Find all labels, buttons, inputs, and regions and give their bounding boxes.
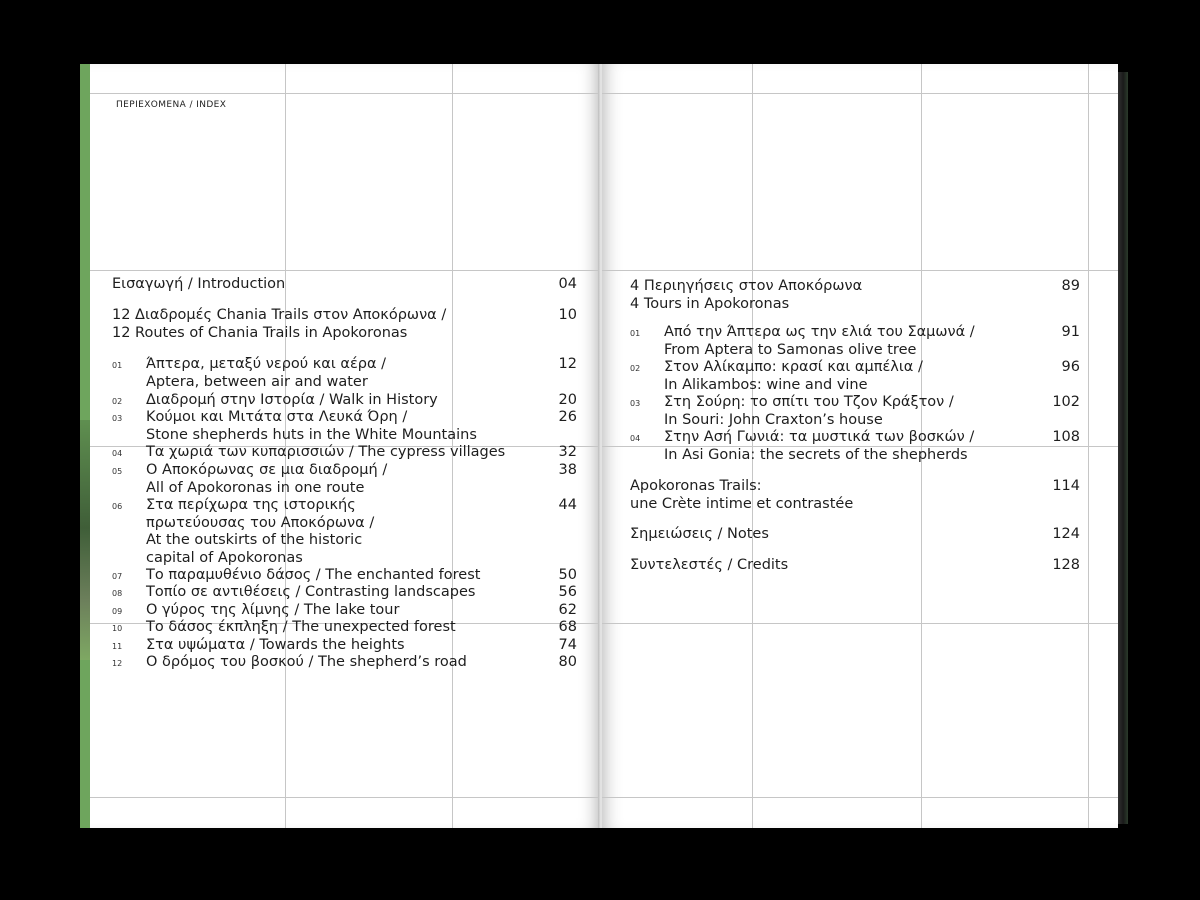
grid-line bbox=[90, 93, 600, 94]
toc-entry-line: Stone shepherds huts in the White Mountains bbox=[146, 426, 477, 443]
toc-page-number: 12 bbox=[558, 356, 577, 372]
toc-entry-number: 04 bbox=[112, 449, 123, 458]
toc-entry-number: 01 bbox=[112, 361, 123, 370]
toc-page-number: 91 bbox=[1061, 324, 1080, 340]
toc-entry-number: 04 bbox=[630, 434, 641, 443]
toc-entry-title bbox=[664, 324, 975, 359]
toc-entry-number: 03 bbox=[630, 399, 641, 408]
toc-entry-number: 05 bbox=[112, 467, 123, 476]
toc-entry-number: 08 bbox=[112, 589, 123, 598]
toc-entry-line: 12 Διαδρομές Chania Trails στον Αποκόρωνα / bbox=[112, 307, 447, 323]
toc-entry-line: Aptera, between air and water bbox=[146, 373, 368, 390]
toc-entry-title bbox=[146, 409, 477, 444]
toc-entry-title bbox=[664, 394, 954, 429]
toc-entry-line: All of Apokoronas in one route bbox=[146, 479, 365, 496]
toc-entry-title bbox=[146, 392, 438, 410]
toc-page-number: 38 bbox=[558, 462, 577, 478]
toc-entry-title bbox=[146, 356, 386, 391]
toc-entry-line: Εισαγωγή / Introduction bbox=[112, 276, 286, 292]
toc-entry-line: Άπτερα, μεταξύ νερού και αέρα / bbox=[146, 356, 387, 372]
toc-entry-line: Διαδρομή στην Ιστορία / Walk in History bbox=[146, 392, 438, 408]
toc-entry-number: 02 bbox=[630, 364, 641, 373]
toc-entry-line: Στα περίχωρα της ιστορικής bbox=[146, 497, 356, 513]
toc-entry-line: From Aptera to Samonas olive tree bbox=[664, 341, 917, 358]
toc-entry-line: In Asi Gonia: the secrets of the shepherds bbox=[664, 446, 968, 463]
toc-entry-line: In Alikambos: wine and vine bbox=[664, 376, 868, 393]
toc-entry-line: Ο Αποκόρωνας σε μια διαδρομή / bbox=[146, 462, 388, 478]
grid-line bbox=[602, 797, 1118, 798]
toc-entry-line: Το παραμυθένιο δάσος / The enchanted forest bbox=[146, 567, 481, 583]
toc-page-number: 26 bbox=[558, 409, 577, 425]
toc-entry-line: Στα υψώματα / Towards the heights bbox=[146, 637, 405, 653]
right-page bbox=[602, 64, 1118, 828]
toc-entry-number: 10 bbox=[112, 624, 123, 633]
toc-page-number: 128 bbox=[1052, 557, 1080, 573]
toc-entry-title bbox=[146, 584, 475, 602]
toc-entry-line: Στον Αλίκαμπο: κρασί και αμπέλια / bbox=[664, 359, 923, 375]
toc-entry-line: In Souri: John Craxton’s house bbox=[664, 411, 883, 428]
toc-entry-line: 4 Περιηγήσεις στον Αποκόρωνα bbox=[630, 278, 863, 294]
toc-entry-title bbox=[630, 557, 788, 575]
toc-entry-line: Συντελεστές / Credits bbox=[630, 557, 789, 573]
toc-entry-line: Στη Σούρη: το σπίτι του Τζον Κράξτον / bbox=[664, 394, 954, 410]
toc-page-number: 89 bbox=[1061, 278, 1080, 294]
toc-entry-line: 12 Routes of Chania Trails in Apokoronas bbox=[112, 324, 408, 341]
toc-entry-line: Από την Άπτερα ως την ελιά του Σαμωνά / bbox=[664, 324, 975, 340]
toc-page-number: 124 bbox=[1052, 526, 1080, 542]
toc-entry-line: Τα χωριά των κυπαρισσιών / The cypress villages bbox=[146, 444, 506, 460]
toc-page-number: 20 bbox=[558, 392, 577, 408]
toc-entry-title bbox=[146, 567, 480, 585]
toc-entry-title bbox=[146, 462, 387, 497]
toc-entry-number: 06 bbox=[112, 502, 123, 511]
toc-page-number: 102 bbox=[1052, 394, 1080, 410]
grid-line bbox=[602, 270, 1118, 271]
toc-page-number: 62 bbox=[558, 602, 577, 618]
toc-page-number: 56 bbox=[558, 584, 577, 600]
toc-entry-number: 01 bbox=[630, 329, 641, 338]
toc-entry-line: Το δάσος έκπληξη / The unexpected forest bbox=[146, 619, 456, 635]
toc-entry-number: 09 bbox=[112, 607, 123, 616]
left-page bbox=[90, 64, 600, 828]
toc-page-number: 74 bbox=[558, 637, 577, 653]
cover-edge-photo bbox=[80, 420, 90, 660]
toc-page-number: 04 bbox=[558, 276, 577, 292]
toc-entry-number: 07 bbox=[112, 572, 123, 581]
running-head: ΠΕΡΙΕΧΟΜΕΝΑ / INDEX bbox=[116, 100, 227, 110]
grid-line bbox=[90, 270, 600, 271]
toc-page-number: 68 bbox=[558, 619, 577, 635]
grid-line bbox=[602, 93, 1118, 94]
toc-entry-title bbox=[146, 654, 467, 672]
toc-page-number: 108 bbox=[1052, 429, 1080, 445]
toc-entry-line: Στην Ασή Γωνιά: τα μυστικά των βοσκών / bbox=[664, 429, 975, 445]
grid-line bbox=[90, 797, 600, 798]
toc-page-number: 32 bbox=[558, 444, 577, 460]
toc-page-number: 10 bbox=[558, 307, 577, 323]
toc-entry-line: Κούμοι και Μιτάτα στα Λευκά Όρη / bbox=[146, 409, 408, 425]
toc-entry-title bbox=[146, 637, 405, 655]
toc-page-number: 80 bbox=[558, 654, 577, 670]
toc-entry-title bbox=[630, 526, 769, 544]
toc-entry-line: Apokoronas Trails: bbox=[630, 478, 762, 494]
toc-entry-line: Ο δρόμος του βοσκού / The shepherd’s road bbox=[146, 654, 467, 670]
toc-entry-line: Ο γύρος της λίμνης / The lake tour bbox=[146, 602, 400, 618]
toc-entry-line: 4 Tours in Apokoronas bbox=[630, 295, 790, 312]
toc-page-number: 50 bbox=[558, 567, 577, 583]
toc-entry-line: une Crète intime et contrastée bbox=[630, 495, 854, 512]
toc-entry-title bbox=[146, 497, 374, 567]
toc-entry-title bbox=[146, 602, 399, 620]
toc-entry-title bbox=[664, 429, 974, 464]
toc-entry-line: At the outskirts of the historic bbox=[146, 532, 363, 548]
toc-entry-title bbox=[112, 307, 446, 342]
toc-entry-title bbox=[630, 278, 862, 313]
toc-entry-number: 12 bbox=[112, 659, 123, 668]
toc-entry-line: capital of Apokoronas bbox=[146, 549, 303, 566]
toc-page-number: 96 bbox=[1061, 359, 1080, 375]
grid-line bbox=[602, 623, 1118, 624]
toc-entry-line: πρωτεύουσας του Αποκόρωνα / bbox=[146, 514, 375, 531]
toc-entry-number: 02 bbox=[112, 397, 123, 406]
toc-entry-title bbox=[146, 444, 505, 462]
toc-entry-title bbox=[630, 478, 853, 513]
toc-page-number: 44 bbox=[558, 497, 577, 513]
toc-entry-title bbox=[664, 359, 923, 394]
toc-entry-number: 11 bbox=[112, 642, 123, 651]
toc-page-number: 114 bbox=[1052, 478, 1080, 494]
toc-entry-number: 03 bbox=[112, 414, 123, 423]
toc-entry-line: Σημειώσεις / Notes bbox=[630, 526, 769, 542]
toc-entry-title bbox=[112, 276, 285, 294]
toc-entry-title bbox=[146, 619, 456, 637]
toc-entry-line: Τοπίο σε αντιθέσεις / Contrasting landscapes bbox=[146, 584, 476, 600]
